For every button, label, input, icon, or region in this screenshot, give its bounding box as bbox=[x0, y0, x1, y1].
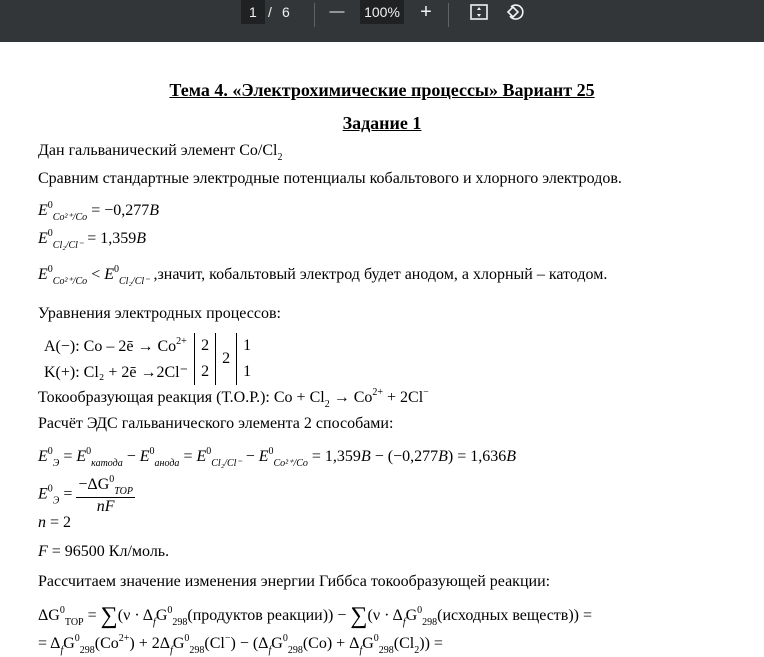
equals: = bbox=[59, 485, 77, 503]
page-total: 6 bbox=[282, 4, 290, 20]
task-heading: Задание 1 bbox=[342, 113, 422, 133]
sup: 0 bbox=[109, 474, 115, 485]
text-segment: Сравним стандартные электродные потенциалы кобальтового и хлорного электродов. bbox=[38, 170, 622, 187]
text-segment: G bbox=[405, 607, 418, 624]
math-i: E bbox=[196, 448, 207, 465]
text-segment: = Δ bbox=[38, 635, 61, 652]
zoom-in-button[interactable]: + bbox=[420, 1, 432, 23]
document-line bbox=[38, 264, 607, 287]
math-i: E bbox=[38, 202, 48, 219]
document-line bbox=[38, 514, 71, 532]
document-line bbox=[38, 415, 393, 433]
math-sup: 0 bbox=[59, 605, 65, 616]
text-segment: )) = bbox=[419, 635, 443, 652]
text-segment: → Co bbox=[329, 389, 373, 406]
math-i: B bbox=[136, 230, 147, 247]
math-i: E bbox=[38, 230, 48, 247]
math-i: n bbox=[38, 514, 46, 531]
divider bbox=[314, 3, 315, 27]
math-sup: 0 bbox=[268, 446, 274, 457]
math-sup: 0 bbox=[149, 446, 155, 457]
math-i: B bbox=[360, 448, 371, 465]
electrode-equations bbox=[38, 333, 257, 385]
text-segment: = 96500 Кл/моль. bbox=[47, 543, 170, 560]
math-sub2: ТОР bbox=[64, 617, 84, 628]
text-segment: ΔG bbox=[38, 607, 60, 624]
text-segment: G bbox=[271, 635, 283, 652]
math-sup: 0 bbox=[282, 633, 288, 644]
coef-cathode: 1 bbox=[236, 359, 257, 385]
math-sub: f bbox=[402, 617, 406, 628]
document-line bbox=[38, 573, 550, 591]
text-segment: Расчёт ЭДС гальванического элемента 2 способами: bbox=[38, 415, 394, 432]
sup: 0 bbox=[47, 483, 53, 495]
zoom-level-input[interactable]: 100% bbox=[360, 0, 404, 24]
symbol: E bbox=[38, 485, 48, 503]
document-line bbox=[38, 387, 429, 410]
text-segment: G bbox=[172, 635, 185, 652]
emf-gibbs-formula bbox=[38, 474, 135, 516]
math-sub: Cl₂/Cl⁻ bbox=[119, 276, 150, 287]
math-sub2: 2 bbox=[277, 152, 283, 163]
math-sub: Co²⁺/Co bbox=[273, 458, 308, 469]
math-sup: 0 bbox=[47, 446, 53, 457]
text-segment: G bbox=[63, 635, 75, 652]
text-segment: Рассчитаем значение изменения энергии Гиббса токообразующей реакции: bbox=[38, 573, 551, 590]
math-sup: − bbox=[423, 387, 429, 398]
math-sub2: 2 bbox=[324, 399, 330, 410]
text-segment: ) − (Δ bbox=[230, 635, 269, 652]
math-sup: 0 bbox=[373, 633, 379, 644]
math-sub: Cl₂/Cl⁻ bbox=[52, 240, 84, 251]
math-sub: Co²⁺/Co bbox=[52, 212, 88, 223]
math-sub2: 298 bbox=[172, 617, 188, 628]
rotate-icon[interactable] bbox=[504, 0, 526, 24]
math-sup: 2+ bbox=[372, 387, 383, 398]
math-sup: 0 bbox=[74, 633, 80, 644]
text-segment: = 2 bbox=[46, 514, 72, 531]
charge: 2+ bbox=[176, 336, 187, 347]
math-sup: 0 bbox=[167, 605, 173, 616]
sub: Э bbox=[52, 495, 60, 507]
coef-anode: 1 bbox=[236, 333, 257, 359]
math-sup: 0 bbox=[86, 446, 92, 457]
text-segment: − (−0,277 bbox=[370, 448, 439, 465]
text-segment: ) + 2Δ bbox=[129, 635, 171, 652]
math-i: E bbox=[104, 266, 114, 283]
math-sub2: 298 bbox=[189, 645, 205, 656]
divider bbox=[448, 3, 449, 27]
text-segment: Токообразующая реакция (Т.О.Р.): Co + Cl bbox=[38, 389, 325, 406]
text-segment: G bbox=[155, 607, 168, 624]
text-segment: (ν · Δ bbox=[117, 607, 154, 624]
cathode-equation: K(+): Cl₂ + 2ē →2Cl⁻ bbox=[44, 364, 189, 381]
math-sub2: 298 bbox=[287, 645, 303, 656]
document-line bbox=[38, 603, 592, 630]
math-sub2: 298 bbox=[79, 645, 95, 656]
math-big: ∑ bbox=[350, 603, 368, 629]
anode-equation: A(−): Co – 2ē → Co bbox=[44, 338, 177, 355]
pdf-page bbox=[0, 42, 764, 657]
document-line bbox=[38, 305, 281, 323]
math-i: E bbox=[258, 448, 269, 465]
math-i: F bbox=[38, 543, 48, 560]
math-sup: 0 bbox=[47, 264, 53, 275]
text-segment: (продуктов реакции)) − bbox=[187, 607, 351, 624]
math-sup: 0 bbox=[417, 605, 423, 616]
numerator: −ΔG bbox=[78, 476, 110, 493]
text-segment: (исходных веществ)) = bbox=[437, 607, 593, 624]
math-i: B bbox=[506, 448, 517, 465]
fit-page-icon[interactable] bbox=[468, 0, 490, 24]
text-segment: G bbox=[362, 635, 374, 652]
text-segment: = 1,359 bbox=[307, 448, 361, 465]
fraction bbox=[76, 474, 135, 516]
math-sub: катода bbox=[91, 458, 123, 469]
math-big: ∑ bbox=[100, 603, 118, 629]
math-sub2: 2 bbox=[414, 645, 420, 656]
document-line bbox=[38, 228, 146, 251]
document-line bbox=[38, 170, 622, 188]
math-sup: 0 bbox=[47, 228, 53, 239]
page-number-input[interactable] bbox=[241, 0, 265, 24]
math-i: E bbox=[76, 448, 87, 465]
text-segment: = −0,277 bbox=[87, 202, 150, 219]
math-sup: 0 bbox=[184, 633, 190, 644]
denominator: nF bbox=[96, 498, 115, 515]
page-separator: / bbox=[268, 4, 272, 20]
math-sub: f bbox=[153, 617, 156, 628]
text-segment: ) = 1,636 bbox=[447, 448, 507, 465]
electrons-cathode: 2 bbox=[194, 359, 215, 385]
math-i: E bbox=[139, 448, 150, 465]
math-sub: f bbox=[60, 645, 64, 656]
math-sup: − bbox=[224, 633, 231, 644]
math-i: E bbox=[38, 448, 48, 465]
lcm: 2 bbox=[215, 333, 236, 385]
math-sub: Cl₂/Cl⁻ bbox=[211, 458, 242, 469]
math-sup: 0 bbox=[206, 446, 212, 457]
math-sub: анода bbox=[154, 458, 180, 469]
math-i: B bbox=[149, 202, 160, 219]
pdf-toolbar bbox=[0, 0, 764, 42]
math-sub: f bbox=[359, 645, 363, 656]
text-segment: = bbox=[59, 448, 77, 465]
math-sub: f bbox=[170, 645, 173, 656]
electrons-anode: 2 bbox=[194, 333, 215, 359]
text-segment: Дан гальванический элемент Co/Cl bbox=[38, 142, 278, 159]
text-segment: (Cl bbox=[393, 635, 415, 652]
document-line bbox=[38, 633, 443, 656]
text-segment: = bbox=[179, 448, 197, 465]
document-line bbox=[38, 200, 159, 223]
text-segment: = 1,359 bbox=[83, 230, 137, 247]
math-i: E bbox=[38, 266, 48, 283]
text-segment: (Co) + Δ bbox=[302, 635, 360, 652]
text-segment: − bbox=[122, 448, 140, 465]
math-sub: f bbox=[268, 645, 272, 656]
text-segment: Уравнения электродных процессов: bbox=[38, 305, 281, 322]
document-line bbox=[38, 142, 282, 163]
document-line bbox=[38, 543, 169, 561]
document-title: Тема 4. «Электрохимические процессы» Вариант 25 bbox=[169, 80, 595, 100]
math-i: B bbox=[438, 448, 448, 465]
text-segment: − bbox=[241, 448, 259, 465]
math-sub2: 298 bbox=[378, 645, 394, 656]
math-sub: Э bbox=[52, 458, 60, 469]
text-segment: < bbox=[87, 266, 105, 283]
text-segment: (Co bbox=[94, 635, 119, 652]
sub: TOP bbox=[114, 486, 133, 497]
text-segment: (Cl bbox=[204, 635, 225, 652]
current-page[interactable]: 1 bbox=[249, 4, 257, 20]
zoom-out-button[interactable]: — bbox=[329, 3, 345, 20]
text-segment: (ν · Δ bbox=[367, 607, 403, 624]
text-segment: = bbox=[83, 607, 101, 624]
math-sub2: 298 bbox=[422, 617, 438, 628]
math-sup: 2+ bbox=[118, 633, 130, 644]
text-segment: + 2Cl bbox=[383, 389, 424, 406]
math-sub: Co²⁺/Co bbox=[52, 276, 88, 287]
math-sup: 0 bbox=[114, 264, 119, 275]
document-line bbox=[38, 446, 516, 469]
math-sup: 0 bbox=[47, 200, 53, 211]
text-segment: ,значит, кобальтовый электрод будет анодом, а хлорный – катодом. bbox=[149, 266, 608, 283]
